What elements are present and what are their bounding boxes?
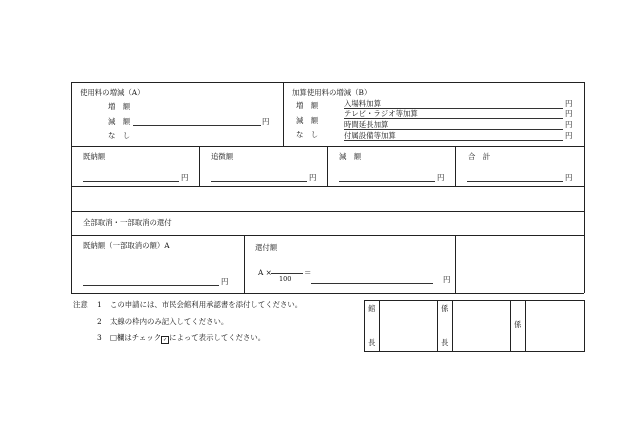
note-2-number: 2 [97, 317, 102, 326]
section-a-decrease-yen: 円 [262, 117, 270, 126]
stamp-section-chief-label-bottom: 長 [441, 338, 449, 347]
refund-formula-equals: ＝ [304, 268, 312, 277]
divider-refund-2 [455, 235, 456, 293]
section-a-title: 使用料の増減（A） [80, 88, 145, 97]
refund-formula-numerator-field[interactable] [271, 273, 303, 274]
section-b-item-equipment: 付属設備等加算 [344, 131, 396, 140]
stamp-chief-field[interactable] [381, 302, 435, 349]
stamp-section-chief-field[interactable] [454, 302, 508, 349]
form-border-top [71, 82, 584, 83]
refund-amount-yen: 円 [443, 275, 451, 284]
cancel-paid-yen: 円 [221, 277, 229, 286]
reduction-amount-yen: 円 [437, 173, 445, 182]
cancel-paid-label: 既納額（一部取消の額）A [83, 241, 170, 250]
refund-formula-a: A × [258, 268, 272, 277]
stamps-border-top [364, 300, 585, 301]
checkmark-box-icon [161, 336, 169, 344]
form-border-right [584, 82, 585, 293]
note-2-text: 太線の枠内のみ記入してください。 [110, 317, 229, 326]
section-a-decrease-label: 減 額 [108, 117, 131, 126]
notes-heading: 注意 [73, 300, 88, 309]
checkmark-icon: ✓ [163, 337, 168, 343]
section-b-increase-label: 増 額 [296, 101, 319, 110]
divider-amounts-2 [327, 146, 328, 186]
stamps-divider-5 [525, 300, 526, 351]
section-b-decrease-label: 減 額 [296, 116, 319, 125]
additional-amount-yen: 円 [309, 173, 317, 182]
section-b-item-tv-radio: テレビ・ラジオ等加算 [344, 109, 418, 118]
section-b-none-label: な し [296, 130, 319, 139]
section-b-item-equipment-yen: 円 [565, 131, 573, 140]
section-a-decrease-field[interactable] [133, 125, 261, 126]
stamps-border-right [584, 300, 585, 351]
refund-formula-denominator: 100 [279, 275, 292, 283]
divider-ab [283, 82, 284, 146]
note-3-text-post: によって表示してください。 [169, 333, 266, 342]
stamps-border-left [364, 300, 365, 351]
stamp-chief-label-top: 館 [368, 304, 376, 313]
form-border-left [71, 82, 72, 293]
stamps-divider-4 [510, 300, 511, 351]
paid-amount-field[interactable] [83, 181, 179, 182]
stamps-divider-3 [452, 300, 453, 351]
cancel-refund-title: 全部取消・一部取消の還付 [83, 218, 172, 227]
stamp-section-chief-label-top: 係 [441, 304, 449, 313]
note-3-number: 3 [97, 333, 102, 342]
note-1-number: 1 [97, 300, 102, 309]
section-a-none-label: な し [108, 131, 131, 140]
divider-row4 [71, 235, 584, 236]
note-1-text: この申請には、市民会館利用承認書を添付してください。 [110, 300, 303, 309]
reduction-amount-field[interactable] [339, 181, 435, 182]
stamps-divider-2 [437, 300, 438, 351]
stamp-staff-label: 係 [514, 320, 522, 329]
divider-amounts-1 [199, 146, 200, 186]
total-amount-label: 合 計 [468, 152, 491, 161]
additional-amount-field[interactable] [211, 181, 307, 182]
section-b-item-overtime-field[interactable] [344, 129, 563, 130]
note-3-text [110, 334, 265, 344]
section-b-item-admission: 入場料加算 [344, 99, 381, 108]
section-b-item-overtime-yen: 円 [565, 120, 573, 129]
section-b-item-admission-yen: 円 [565, 99, 573, 108]
divider-refund-1 [244, 235, 245, 293]
section-b-title: 加算使用料の増減（B） [292, 88, 372, 97]
section-b-item-tv-radio-field[interactable] [344, 118, 563, 119]
total-amount-yen: 円 [565, 173, 573, 182]
stamps-border-bottom [364, 351, 585, 352]
refund-amount-field[interactable] [311, 283, 433, 284]
section-b-item-overtime: 時間延長加算 [344, 120, 389, 129]
paid-amount-label: 既納額 [83, 152, 106, 161]
cancel-paid-field[interactable] [83, 285, 219, 286]
divider-amounts-3 [455, 146, 456, 186]
stamps-divider-1 [379, 300, 380, 351]
reduction-amount-label: 減 額 [339, 152, 362, 161]
section-a-increase-label: 増 額 [108, 102, 131, 111]
divider-row3 [71, 211, 584, 212]
section-b-item-equipment-field[interactable] [344, 140, 563, 141]
stamp-chief-label-bottom: 長 [368, 338, 376, 347]
stamp-staff-field[interactable] [527, 302, 582, 349]
section-b-item-tv-radio-yen: 円 [565, 109, 573, 118]
note-3-text-pre: □欄はチェック [110, 333, 162, 342]
additional-amount-label: 追徴額 [211, 152, 234, 161]
form-border-bottom [71, 293, 584, 294]
paid-amount-yen: 円 [181, 173, 189, 182]
total-amount-field[interactable] [467, 181, 563, 182]
refund-amount-label: 還付額 [255, 243, 278, 252]
divider-row2 [71, 186, 584, 187]
